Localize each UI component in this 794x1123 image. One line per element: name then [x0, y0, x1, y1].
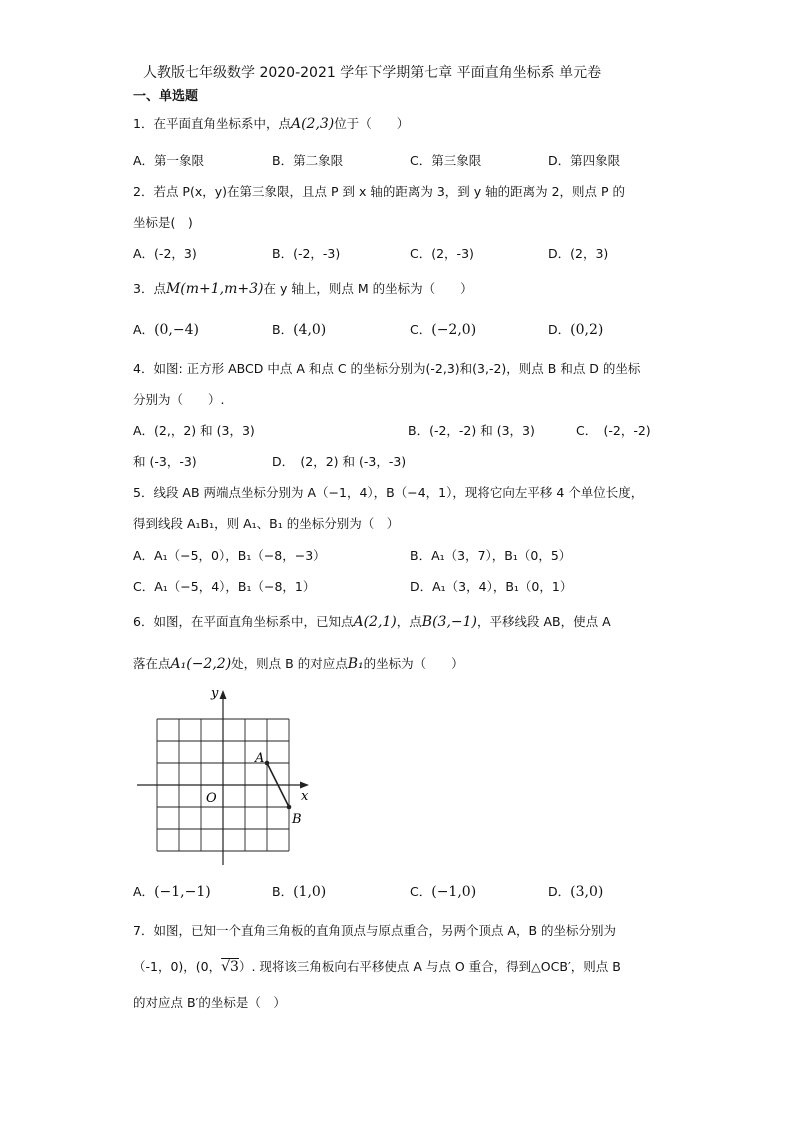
q2-option-d[interactable]: D．(2，3) — [548, 246, 609, 261]
q3-option-d[interactable] — [548, 320, 603, 338]
coordinate-grid-figure — [135, 683, 315, 873]
question-1-stem — [133, 114, 409, 132]
q6-option-d-prefix: D． — [548, 884, 571, 899]
q4-option-c[interactable]: C． (-2，-2) — [576, 423, 651, 438]
q1-option-c[interactable]: C．第三象限 — [410, 153, 482, 168]
q2-option-a[interactable]: A．(-2，3) — [133, 246, 197, 261]
point-b-label: B — [292, 812, 302, 827]
q1-stem-post: 位于（ ） — [334, 116, 410, 131]
q6-option-a-value: (−1,−1) — [154, 884, 211, 900]
q5-option-b[interactable]: B．A₁（3，7），B₁（0，5） — [410, 548, 572, 563]
q7-stem-line1: 7．如图，已知一个直角三角板的直角顶点与原点重合，另两个顶点 A，B 的坐标分别为 — [133, 923, 617, 938]
point-a-label: A — [255, 751, 265, 766]
q1-option-a[interactable]: A．第一象限 — [133, 153, 205, 168]
q5-stem-line1: 5．线段 AB 两端点坐标分别为 A（−1，4），B（−4，1），现将它向左平移 4 个单位长度， — [133, 485, 644, 500]
q6-line2-mid: 处，则点 B 的对应点 — [231, 656, 348, 671]
question-7-line2 — [133, 957, 621, 975]
q5-option-a[interactable]: A．A₁（−5，0），B₁（−8，−3） — [133, 548, 326, 563]
q6-option-a-prefix: A． — [133, 884, 155, 899]
q7-line2-post: ）. 现将该三角板向右平移使点 A 与点 O 重合，得到△OCB′，则点 B — [238, 959, 621, 974]
page-title: 人教版七年级数学 2020-2021 学年下学期第七章 平面直角坐标系 单元卷 — [143, 65, 602, 81]
q5-option-d[interactable]: D．A₁（3，4），B₁（0，1） — [410, 579, 573, 594]
q6-option-c-value: (−1,0) — [431, 884, 477, 900]
q6-line2-pre: 落在点 — [133, 656, 171, 671]
q2-option-b[interactable]: B．(-2，-3) — [272, 246, 341, 261]
q5-option-c[interactable]: C．A₁（−5，4），B₁（−8，1） — [133, 579, 316, 594]
q3-stem-post: 在 y 轴上，则点 M 的坐标为（ ） — [263, 281, 473, 296]
question-3-stem — [133, 279, 473, 297]
q7-sqrt3: √3 — [221, 959, 239, 975]
q6-line1-post: ，平移线段 AB，使点 A — [477, 614, 611, 629]
q6-option-d-value: (3,0) — [570, 884, 604, 900]
q5-stem-line2: 得到线段 A₁B₁，则 A₁、B₁ 的坐标分别为（ ） — [133, 516, 400, 531]
question-6-line2 — [133, 654, 464, 672]
origin-label: O — [206, 791, 217, 806]
q3-option-d-value: (0,2) — [570, 322, 604, 338]
q6-option-b-prefix: B． — [272, 884, 294, 899]
q4-option-c-continued: 和 (-3，-3) — [133, 454, 197, 469]
y-axis-arrow — [220, 690, 227, 699]
q6-line1-pre: 6．如图，在平面直角坐标系中，已知点 — [133, 614, 354, 629]
q6-line2-post: 的坐标为（ ） — [363, 656, 464, 671]
q2-option-c[interactable]: C．(2，-3) — [410, 246, 474, 261]
x-axis-label: x — [301, 789, 309, 804]
q1-point: A(2,3) — [290, 116, 335, 132]
y-axis-label: y — [211, 686, 219, 701]
q7-line2-pre: （-1，0)，(0， — [133, 959, 222, 974]
q6-point-a1: A₁(−2,2) — [170, 656, 232, 672]
question-6-line1 — [133, 612, 611, 630]
q4-option-d[interactable]: D． (2，2) 和 (-3，-3) — [272, 454, 407, 469]
q3-option-a-value: (0,−4) — [154, 322, 199, 338]
q7-stem-line3: 的对应点 B′的坐标是（ ） — [133, 995, 286, 1010]
q3-option-d-prefix: D． — [548, 322, 571, 337]
section-heading: 一、单选题 — [133, 89, 199, 104]
point-a-dot — [265, 761, 270, 766]
q3-option-b-prefix: B． — [272, 322, 294, 337]
q3-option-c-prefix: C． — [410, 322, 432, 337]
q6-option-a[interactable] — [133, 882, 211, 900]
q6-point-b1: B₁ — [347, 656, 364, 672]
q4-stem-line2: 分别为（ ）. — [133, 392, 225, 407]
q3-point: M(m+1,m+3) — [165, 281, 264, 297]
q4-option-a[interactable]: A．(2,，2) 和 (3，3) — [133, 423, 255, 438]
q2-stem-line1: 2．若点 P(x，y)在第三象限，且点 P 到 x 轴的距离为 3，到 y 轴的距离为 2，则点 P 的 — [133, 184, 626, 199]
q2-stem-line2: 坐标是( ) — [133, 215, 193, 230]
q4-stem-line1: 4．如图: 正方形 ABCD 中点 A 和点 C 的坐标分别为(-2,3)和(3,-2)，则点 B 和点 D 的坐标 — [133, 361, 641, 376]
q3-stem-pre: 3．点 — [133, 281, 166, 296]
q6-option-b[interactable] — [272, 882, 326, 900]
q1-option-b[interactable]: B．第二象限 — [272, 153, 344, 168]
q3-option-b[interactable] — [272, 320, 326, 338]
q3-option-a-prefix: A． — [133, 322, 155, 337]
q6-option-c-prefix: C． — [410, 884, 432, 899]
q3-option-c[interactable] — [410, 320, 476, 338]
q6-line1-mid: ，点 — [396, 614, 422, 629]
q1-option-d[interactable]: D．第四象限 — [548, 153, 621, 168]
q4-option-b[interactable]: B．(-2，-2) 和 (3，3) — [408, 423, 535, 438]
q6-option-c[interactable] — [410, 882, 476, 900]
q3-option-c-value: (−2,0) — [431, 322, 477, 338]
point-b-dot — [287, 805, 292, 810]
q3-option-a[interactable] — [133, 320, 199, 338]
q6-point-a: A(2,1) — [353, 614, 397, 630]
q6-point-b: B(3,−1) — [421, 614, 478, 630]
q1-stem-pre: 1．在平面直角坐标系中，点 — [133, 116, 291, 131]
q3-option-b-value: (4,0) — [293, 322, 327, 338]
q6-option-b-value: (1,0) — [293, 884, 327, 900]
q6-option-d[interactable] — [548, 882, 603, 900]
x-axis-arrow — [300, 782, 309, 789]
